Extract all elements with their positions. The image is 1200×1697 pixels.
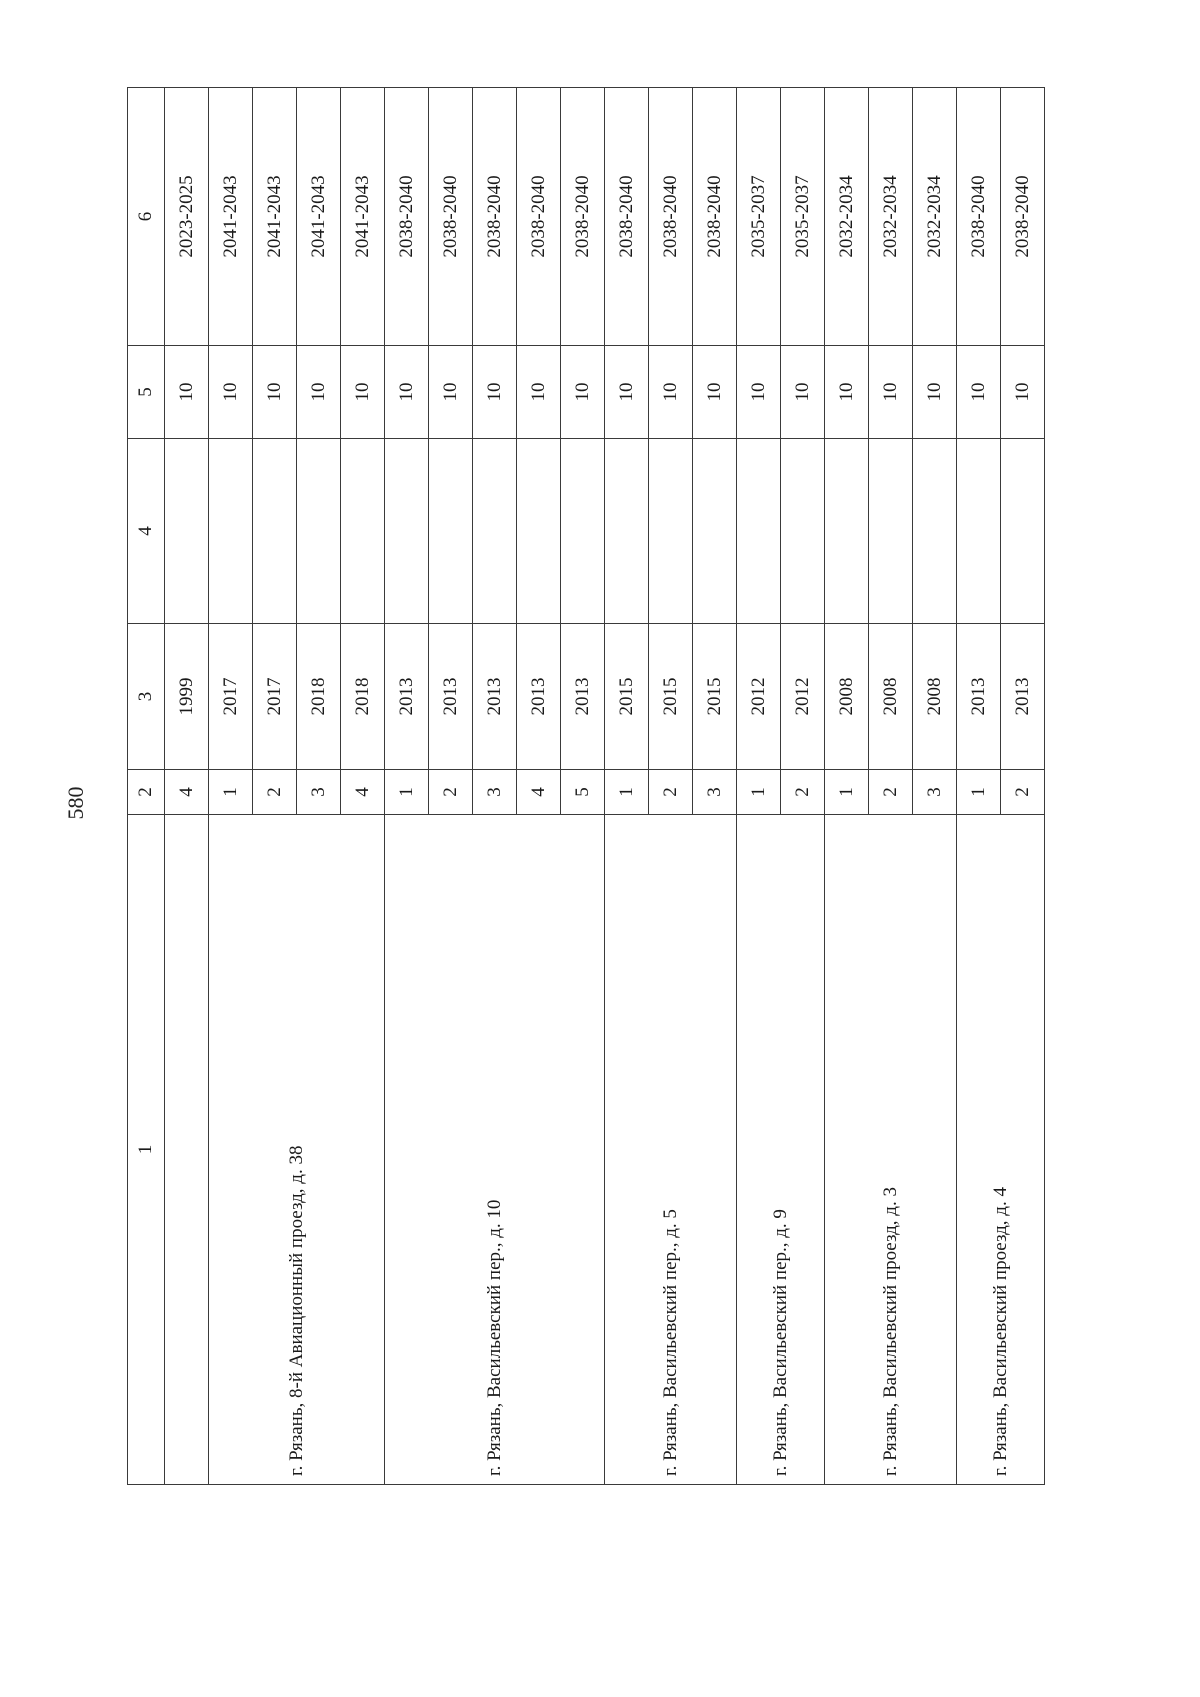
column-5-cell: 10 xyxy=(605,346,649,439)
column-5-cell: 10 xyxy=(253,346,297,439)
column-4-cell xyxy=(473,439,517,624)
header-cell-3: 3 xyxy=(128,624,165,770)
column-5-cell: 10 xyxy=(297,346,341,439)
row-number-cell: 1 xyxy=(737,770,781,815)
period-cell: 2041-2043 xyxy=(297,88,341,346)
column-4-cell xyxy=(517,439,561,624)
year-cell: 2015 xyxy=(649,624,693,770)
year-cell: 1999 xyxy=(165,624,209,770)
column-5-cell: 10 xyxy=(341,346,385,439)
year-cell: 2008 xyxy=(825,624,869,770)
column-4-cell xyxy=(253,439,297,624)
row-number-cell: 3 xyxy=(693,770,737,815)
table-row xyxy=(737,88,781,1485)
column-4-cell xyxy=(825,439,869,624)
row-number-cell: 1 xyxy=(605,770,649,815)
header-cell-1: 1 xyxy=(128,815,165,1485)
table-row xyxy=(825,88,869,1485)
column-5-cell: 10 xyxy=(693,346,737,439)
row-number-cell: 1 xyxy=(209,770,253,815)
column-5-cell: 10 xyxy=(561,346,605,439)
row-number-cell: 4 xyxy=(517,770,561,815)
table-row xyxy=(209,88,253,1485)
column-4-cell xyxy=(781,439,825,624)
year-cell: 2017 xyxy=(209,624,253,770)
period-cell: 2038-2040 xyxy=(561,88,605,346)
address-cell: г. Рязань, Васильевский проезд, д. 4 xyxy=(957,815,1045,1485)
column-4-cell xyxy=(561,439,605,624)
address-cell: г. Рязань, Васильевский пер., д. 10 xyxy=(385,815,605,1485)
column-5-cell: 10 xyxy=(165,346,209,439)
column-5-cell: 10 xyxy=(957,346,1001,439)
column-4-cell xyxy=(913,439,957,624)
column-4-cell xyxy=(869,439,913,624)
year-cell: 2008 xyxy=(869,624,913,770)
period-cell: 2038-2040 xyxy=(429,88,473,346)
period-cell: 2041-2043 xyxy=(253,88,297,346)
address-cell xyxy=(165,815,209,1485)
column-4-cell xyxy=(165,439,209,624)
year-cell: 2015 xyxy=(693,624,737,770)
column-5-cell: 10 xyxy=(825,346,869,439)
year-cell: 2013 xyxy=(429,624,473,770)
row-number-cell: 2 xyxy=(253,770,297,815)
row-number-cell: 3 xyxy=(297,770,341,815)
period-cell: 2032-2034 xyxy=(869,88,913,346)
column-4-cell xyxy=(693,439,737,624)
row-number-cell: 2 xyxy=(429,770,473,815)
period-cell: 2032-2034 xyxy=(913,88,957,346)
row-number-cell: 2 xyxy=(1001,770,1045,815)
row-number-cell: 3 xyxy=(913,770,957,815)
period-cell: 2038-2040 xyxy=(605,88,649,346)
column-5-cell: 10 xyxy=(385,346,429,439)
header-row xyxy=(128,88,165,1485)
header-cell-5: 5 xyxy=(128,346,165,439)
page-number: 580 xyxy=(63,786,88,820)
row-number-cell: 4 xyxy=(341,770,385,815)
column-5-cell: 10 xyxy=(209,346,253,439)
column-4-cell xyxy=(341,439,385,624)
row-number-cell: 2 xyxy=(781,770,825,815)
period-cell: 2038-2040 xyxy=(517,88,561,346)
year-cell: 2012 xyxy=(737,624,781,770)
column-4-cell xyxy=(1001,439,1045,624)
column-5-cell: 10 xyxy=(781,346,825,439)
table-row xyxy=(165,88,209,1485)
registry-table xyxy=(127,87,1045,1485)
year-cell: 2013 xyxy=(517,624,561,770)
address-cell: г. Рязань, 8-й Авиационный проезд, д. 38 xyxy=(209,815,385,1485)
column-5-cell: 10 xyxy=(429,346,473,439)
period-cell: 2041-2043 xyxy=(341,88,385,346)
column-4-cell xyxy=(649,439,693,624)
year-cell: 2013 xyxy=(1001,624,1045,770)
period-cell: 2038-2040 xyxy=(385,88,429,346)
period-cell: 2038-2040 xyxy=(693,88,737,346)
column-5-cell: 10 xyxy=(473,346,517,439)
column-4-cell xyxy=(957,439,1001,624)
year-cell: 2013 xyxy=(473,624,517,770)
year-cell: 2013 xyxy=(957,624,1001,770)
column-4-cell xyxy=(385,439,429,624)
period-cell: 2041-2043 xyxy=(209,88,253,346)
period-cell: 2035-2037 xyxy=(781,88,825,346)
year-cell: 2017 xyxy=(253,624,297,770)
row-number-cell: 1 xyxy=(957,770,1001,815)
rotated-table-container xyxy=(127,88,1051,1485)
row-number-cell: 3 xyxy=(473,770,517,815)
year-cell: 2015 xyxy=(605,624,649,770)
column-5-cell: 10 xyxy=(869,346,913,439)
period-cell: 2035-2037 xyxy=(737,88,781,346)
row-number-cell: 5 xyxy=(561,770,605,815)
year-cell: 2008 xyxy=(913,624,957,770)
row-number-cell: 1 xyxy=(825,770,869,815)
header-cell-4: 4 xyxy=(128,439,165,624)
period-cell: 2038-2040 xyxy=(1001,88,1045,346)
column-4-cell xyxy=(429,439,473,624)
table-row xyxy=(957,88,1001,1485)
address-cell: г. Рязань, Васильевский пер., д. 5 xyxy=(605,815,737,1485)
year-cell: 2013 xyxy=(561,624,605,770)
address-cell: г. Рязань, Васильевский проезд, д. 3 xyxy=(825,815,957,1485)
period-cell: 2038-2040 xyxy=(649,88,693,346)
period-cell: 2038-2040 xyxy=(957,88,1001,346)
column-5-cell: 10 xyxy=(649,346,693,439)
column-4-cell xyxy=(297,439,341,624)
column-5-cell: 10 xyxy=(1001,346,1045,439)
period-cell: 2023-2025 xyxy=(165,88,209,346)
row-number-cell: 1 xyxy=(385,770,429,815)
column-4-cell xyxy=(737,439,781,624)
column-5-cell: 10 xyxy=(913,346,957,439)
table-row xyxy=(605,88,649,1485)
column-5-cell: 10 xyxy=(737,346,781,439)
header-cell-2: 2 xyxy=(128,770,165,815)
period-cell: 2032-2034 xyxy=(825,88,869,346)
header-cell-6: 6 xyxy=(128,88,165,346)
year-cell: 2013 xyxy=(385,624,429,770)
year-cell: 2018 xyxy=(297,624,341,770)
table-body xyxy=(128,88,1045,1485)
row-number-cell: 2 xyxy=(649,770,693,815)
address-cell: г. Рязань, Васильевский пер., д. 9 xyxy=(737,815,825,1485)
column-4-cell xyxy=(605,439,649,624)
row-number-cell: 2 xyxy=(869,770,913,815)
year-cell: 2018 xyxy=(341,624,385,770)
year-cell: 2012 xyxy=(781,624,825,770)
period-cell: 2038-2040 xyxy=(473,88,517,346)
column-5-cell: 10 xyxy=(517,346,561,439)
table-row xyxy=(385,88,429,1485)
column-4-cell xyxy=(209,439,253,624)
row-number-cell: 4 xyxy=(165,770,209,815)
